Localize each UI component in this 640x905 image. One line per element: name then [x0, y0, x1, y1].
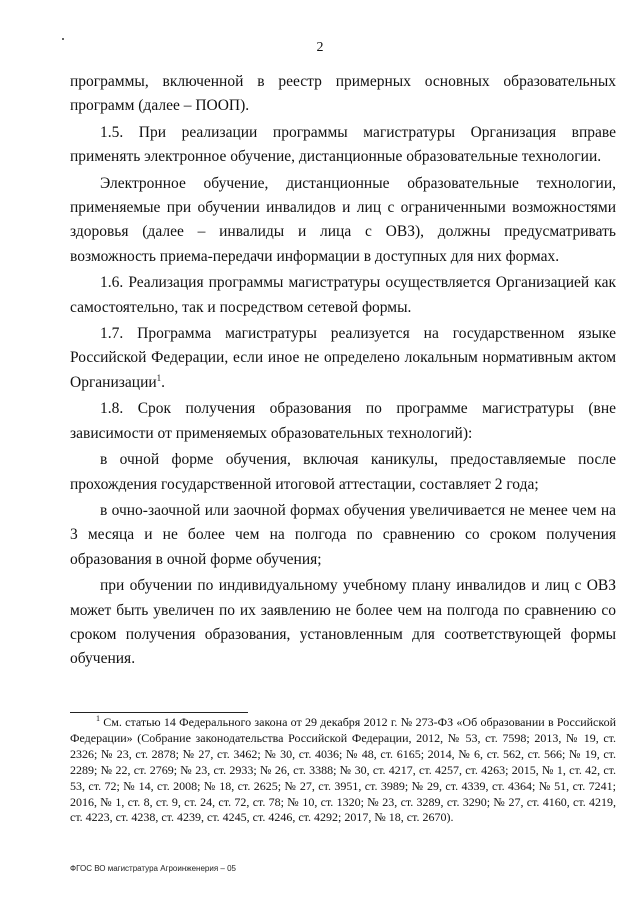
document-body [70, 70, 616, 672]
paragraph-full-time: в очной форме обучения, включая каникулы, предоставляемые после прохождения государственной итоговой аттестации, составляет 2 года; [70, 451, 616, 493]
paragraph-1-7-end: . [161, 373, 166, 391]
footnote-divider [70, 712, 248, 713]
paragraph-e-learning: Электронное обучение, дистанционные образовательные технологии, применяемые при обучении инвалидов и лиц с ограниченными возможностями здоровья (далее – инвалиды и лица с ОВЗ), должны предусматривать возможность приема-передачи информации в доступных для них формах. [70, 174, 616, 265]
footnote-text: См. статью 14 Федерального закона от 29 декабря 2012 г. № 273-ФЗ «Об образовании в Российской Федерации» (Собрание законодательства Российской Федерации, 2012, № 53, ст. 7598; 2013, № 19, ст. 2326; № 23, ст. 2878; № 27, ст. 3462; № 30, ст. 4036; № 48, ст. 6165; 2014, № 6, ст. 562, ст. 566; № 19, ст. 2289; № 22, ст. 2769; № 23, ст. 2933; № 26, ст. 3388; № 30, ст. 4217, ст. 4257, ст. 4263; 2015, № 1, ст. 42, ст. 53, ст. 72; № 14, ст. 2008; № 18, ст. 2625; № 27, ст. 3951, ст. 3989; № 29, ст. 4339, ст. 4364; № 51, ст. 7241; 2016, № 1, ст. 8, ст. 9, ст. 24, ст. 72, ст. 78; № 10, ст. 1320; № 23, ст. 3289, ст. 3290; № 27, ст. 4160, ст. 4219, ст. 4223, ст. 4238, ст. 4239, ст. 4245, ст. 4246, ст. 4292; 2017, № 18, ст. 2670). [70, 715, 617, 825]
paragraph-1-7 [70, 322, 616, 395]
paragraph-1-5: 1.5. При реализации программы магистратуры Организация вправе применять электронное обучение, дистанционные образовательные технологии. [70, 123, 616, 166]
paragraph-individual-plan: при обучении по индивидуальному учебному плану инвалидов и лиц с ОВЗ может быть увеличен по их заявлению не более чем на полгода по сравнению со сроком получения образования, установленным для соответствующей формы обучения. [70, 577, 616, 668]
footnote-reference[interactable]: 1 [156, 372, 162, 383]
footnote-marker: 1 [96, 714, 100, 723]
paragraph-1-8: 1.8. Срок получения образования по программе магистратуры (вне зависимости от применяемых образовательных технологий): [70, 400, 616, 442]
page-footer: ФГОС ВО магистратура Агроинженерия – 05 [70, 864, 236, 873]
paragraph-1-6: 1.6. Реализация программы магистратуры осуществляется Организацией как самостоятельно, так и посредством сетевой формы. [70, 274, 616, 316]
paragraph-continuation: программы, включенной в реестр примерных основных образовательных программ (далее – ПООП). [70, 73, 616, 115]
page-number: 2 [316, 40, 324, 55]
paragraph-1-7-text: 1.7. Программа магистратуры реализуется на государственном языке Российской Федерации, если иное не определено локальным нормативным актом Организации [70, 325, 616, 391]
footnote [70, 715, 616, 826]
paragraph-part-time: в очно-заочной или заочной формах обучения увеличивается не менее чем на 3 месяца и не более чем на полгода по сравнению со сроком получения образования в очной форме обучения; [70, 501, 616, 568]
